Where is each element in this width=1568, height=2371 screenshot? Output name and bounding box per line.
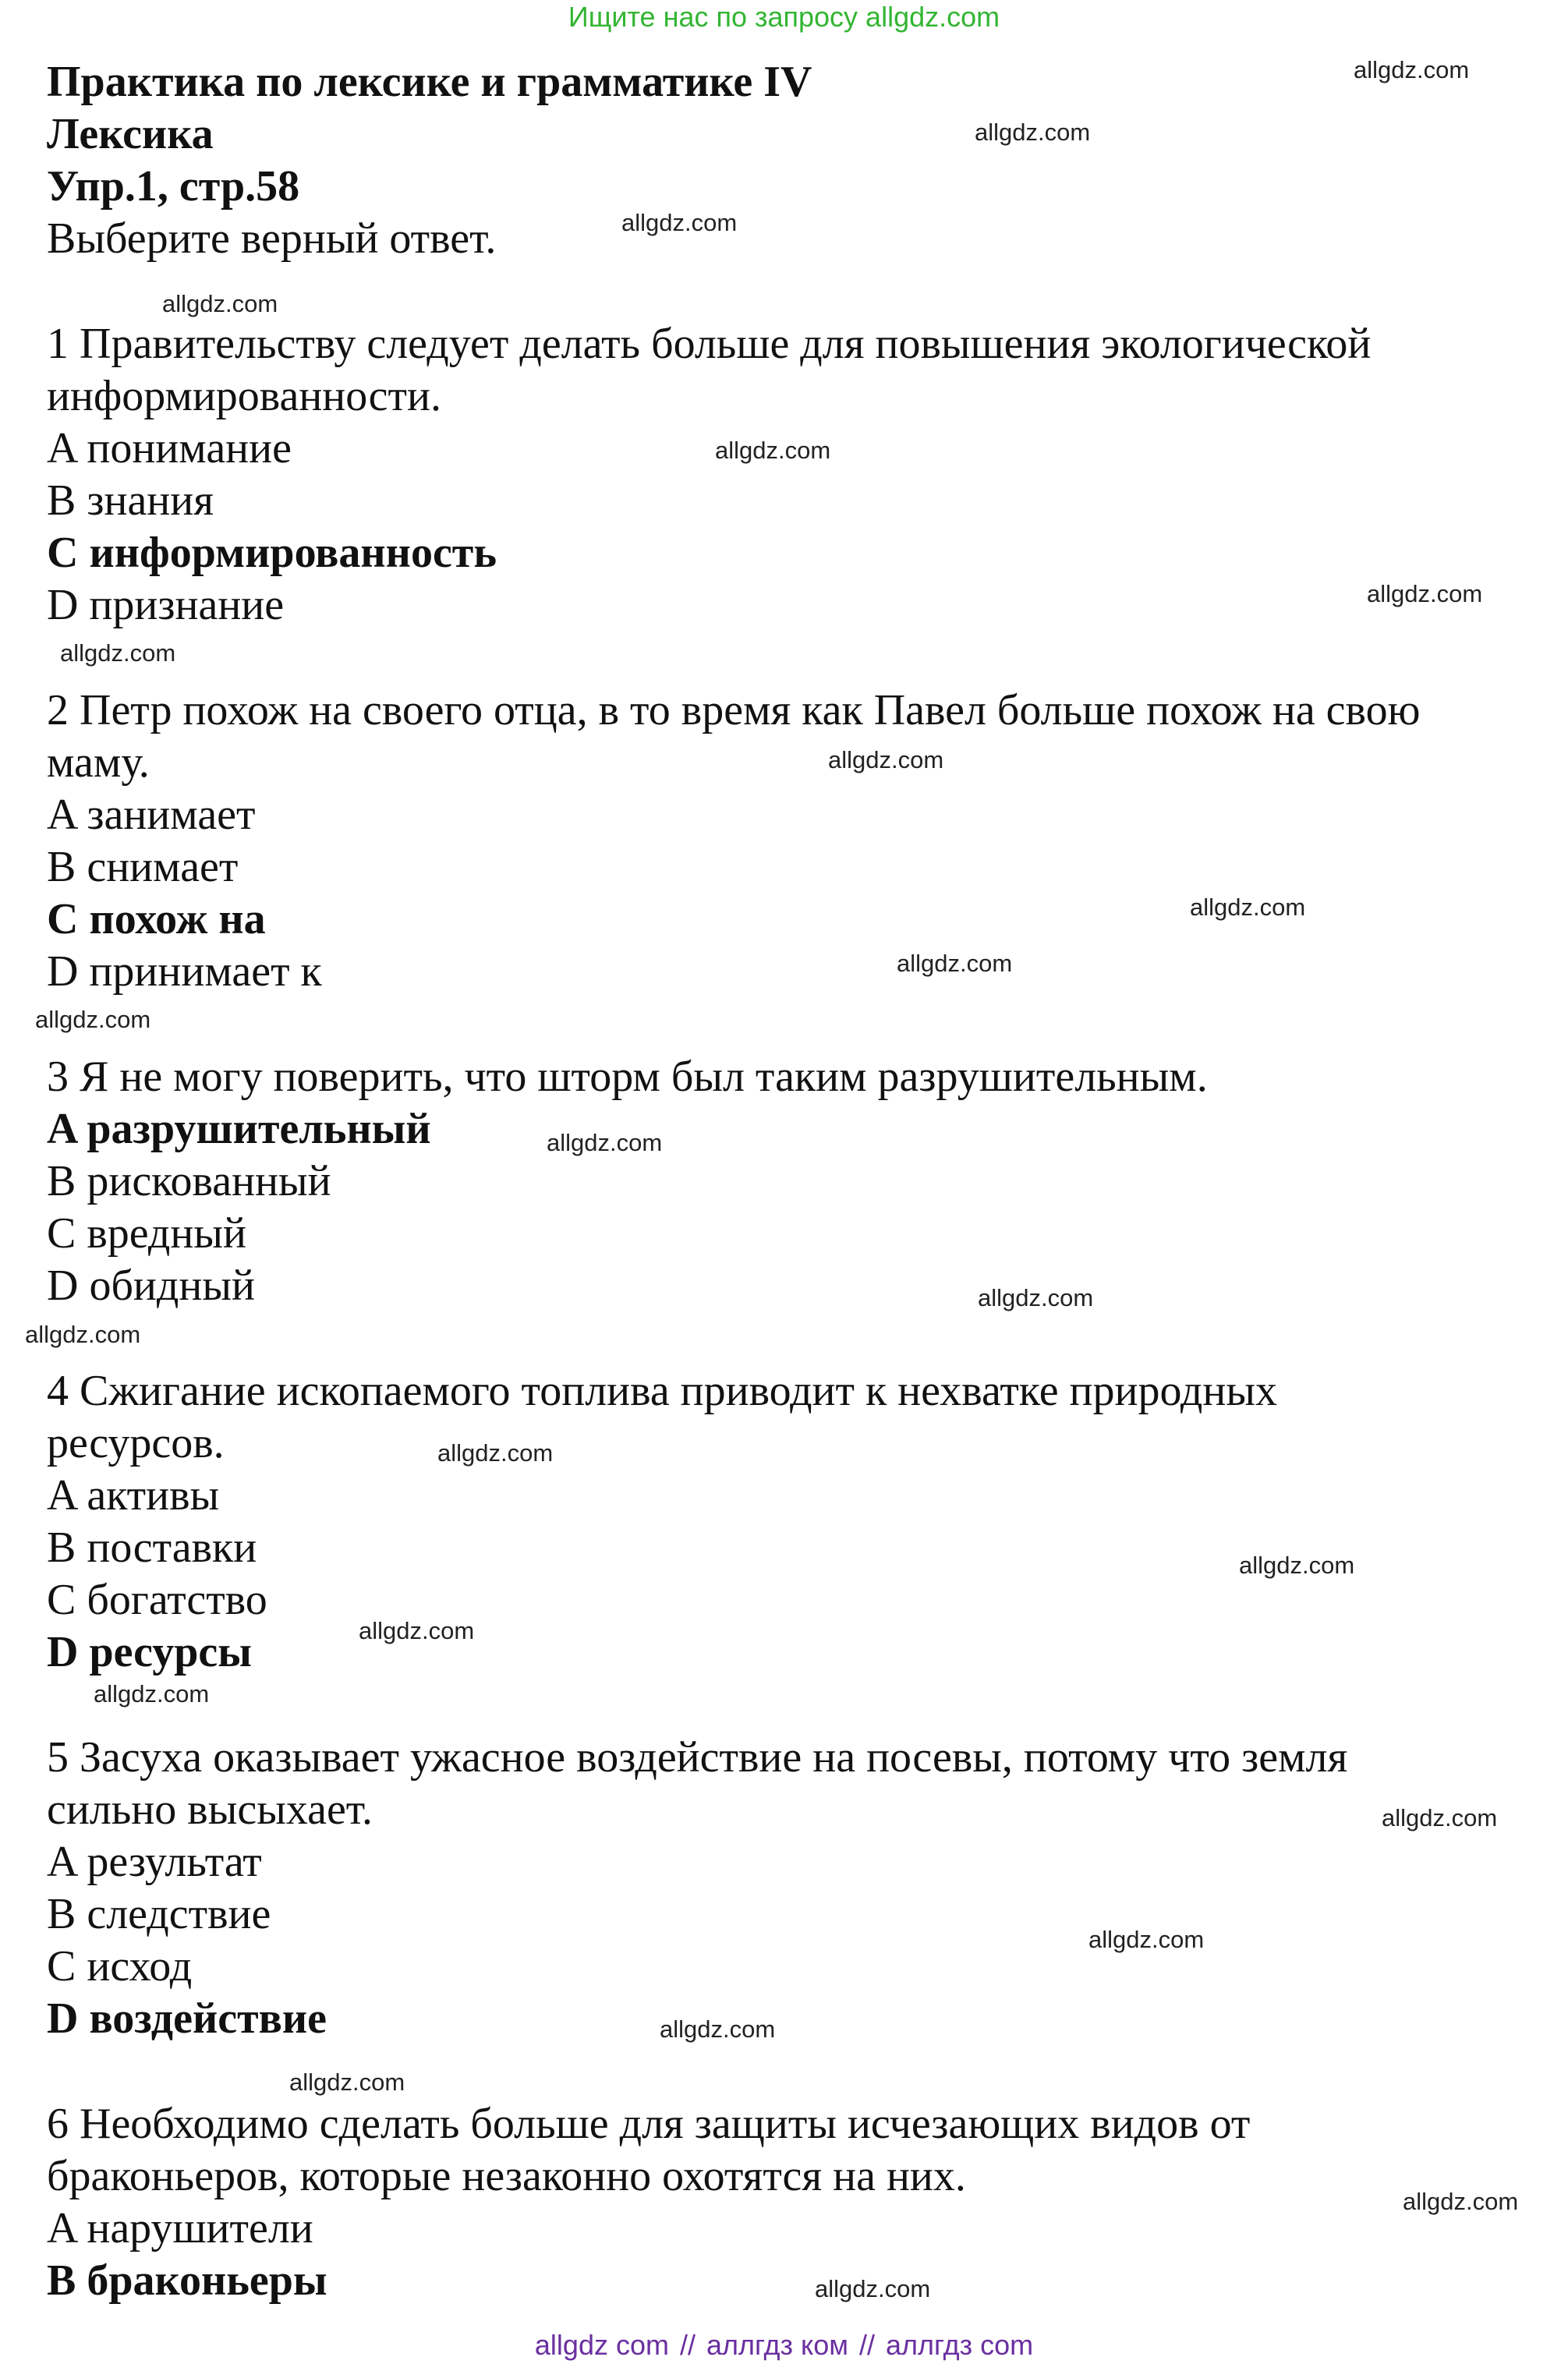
watermark: allgdz.com <box>94 1680 210 1707</box>
option-a: A активы <box>47 1471 220 1520</box>
option-c: C вредный <box>47 1209 246 1258</box>
option-b: B следствие <box>47 1890 271 1938</box>
option-b: B снимает <box>47 843 239 891</box>
question-text: 4 Сжигание ископаемого топлива приводит к нехватке природных <box>47 1367 1277 1415</box>
option-b: B знания <box>47 476 214 525</box>
footer-links <box>0 2328 1568 2362</box>
footer-link[interactable]: allgdz com <box>534 2329 669 2361</box>
option-d-correct: D воздействие <box>47 1994 327 2043</box>
watermark: allgdz.com <box>828 746 944 773</box>
question-text: информированности. <box>47 372 441 420</box>
watermark: allgdz.com <box>35 1006 151 1033</box>
question-5 <box>47 1732 1528 2045</box>
question-text: ресурсов. <box>47 1419 225 1467</box>
watermark: allgdz.com <box>60 639 176 667</box>
watermark: allgdz.com <box>975 119 1091 146</box>
option-a: A нарушители <box>47 2204 313 2252</box>
watermark: allgdz.com <box>25 1321 141 1348</box>
watermark: allgdz.com <box>1239 1552 1355 1579</box>
option-d: D признание <box>47 581 285 629</box>
option-d: D принимает к <box>47 947 322 996</box>
watermark: allgdz.com <box>1403 2188 1519 2215</box>
question-text: 6 Необходимо сделать больше для защиты исчезающих видов от <box>47 2100 1251 2148</box>
question-text: 1 Правительству следует делать больше для повышения экологической <box>47 320 1372 368</box>
watermark: allgdz.com <box>1367 580 1483 607</box>
watermark: allgdz.com <box>547 1129 663 1156</box>
option-c: C исход <box>47 1942 193 1991</box>
question-1 <box>47 318 1528 632</box>
watermark: allgdz.com <box>437 1439 554 1467</box>
question-text: сильно высыхает. <box>47 1785 373 1834</box>
option-d: D обидный <box>47 1262 255 1310</box>
question-2 <box>47 685 1528 998</box>
option-a: A результат <box>47 1838 262 1886</box>
option-c-correct: C информированность <box>47 529 497 577</box>
footer-link[interactable]: аллгдз ком <box>706 2329 848 2361</box>
top-banner: Ищите нас по запросу allgdz.com <box>568 1 1000 33</box>
watermark: allgdz.com <box>1088 1926 1205 1953</box>
document-content <box>47 56 1528 2307</box>
footer-separator: // <box>679 2329 696 2361</box>
instruction-text: Выберите верный ответ. <box>47 214 497 263</box>
footer-separator: // <box>859 2329 876 2361</box>
question-text: 3 Я не могу поверить, что шторм был таким разрушительным. <box>47 1053 1208 1101</box>
watermark: allgdz.com <box>978 1284 1094 1311</box>
exercise-title: Упр.1, стр.58 <box>47 162 300 211</box>
question-6 <box>47 2098 1528 2307</box>
watermark: allgdz.com <box>359 1617 475 1644</box>
option-a: A понимание <box>47 424 292 472</box>
watermark: allgdz.com <box>897 950 1013 977</box>
watermark: allgdz.com <box>1190 894 1306 921</box>
option-b-correct: B браконьеры <box>47 2256 327 2305</box>
footer-link[interactable]: аллгдз com <box>886 2329 1034 2361</box>
watermark: allgdz.com <box>660 2015 776 2043</box>
watermark: allgdz.com <box>162 290 278 317</box>
option-b: B рискованный <box>47 1157 331 1205</box>
watermark: allgdz.com <box>1354 56 1470 83</box>
option-c-correct: C похож на <box>47 895 266 943</box>
option-c: C богатство <box>47 1576 267 1624</box>
question-4 <box>47 1365 1528 1679</box>
watermark: allgdz.com <box>1382 1804 1498 1831</box>
question-text: 2 Петр похож на своего отца, в то время как Павел больше похож на свою <box>47 686 1421 734</box>
option-a-correct: A разрушительный <box>47 1105 431 1153</box>
question-text: маму. <box>47 738 150 787</box>
option-d-correct: D ресурсы <box>47 1628 252 1676</box>
question-text: 5 Засуха оказывает ужасное воздействие на посевы, потому что земля <box>47 1733 1348 1782</box>
question-text: браконьеров, которые незаконно охотятся на них. <box>47 2152 966 2200</box>
option-a: A занимает <box>47 791 256 839</box>
watermark: allgdz.com <box>815 2275 931 2302</box>
watermark: allgdz.com <box>289 2068 405 2096</box>
watermark: allgdz.com <box>621 209 738 236</box>
question-3 <box>47 1051 1528 1312</box>
watermark: allgdz.com <box>715 437 831 464</box>
subsection-title: Лексика <box>47 110 214 158</box>
option-b: B поставки <box>47 1523 257 1572</box>
section-title: Практика по лексике и грамматике IV <box>47 58 812 106</box>
